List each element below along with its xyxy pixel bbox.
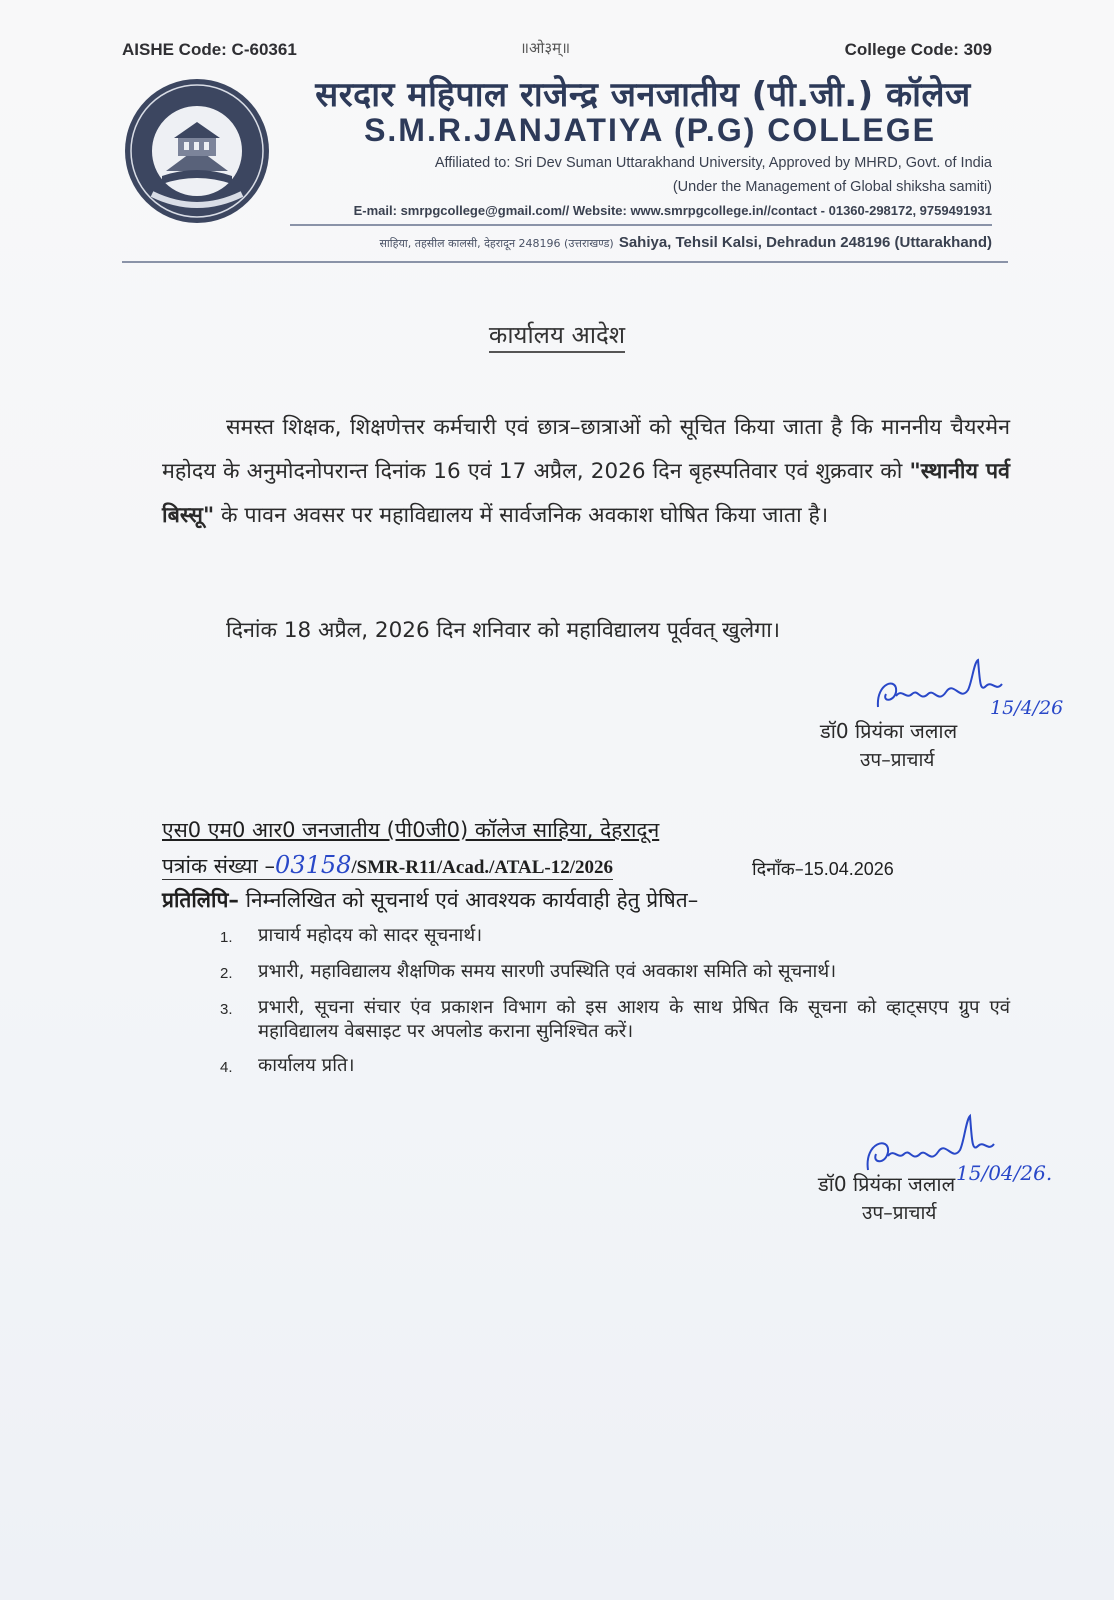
list-item xyxy=(220,1054,1010,1080)
list-number: 1. xyxy=(220,929,233,946)
order-heading-text: कार्यालय आदेश xyxy=(489,321,625,353)
order-paragraph-1 xyxy=(162,406,1010,538)
college-code: College Code: 309 xyxy=(844,40,992,59)
copy-label: प्रतिलिपि– xyxy=(162,888,239,912)
order-heading xyxy=(0,318,1114,351)
patrank-code: /SMR-R11/Acad./ATAL-12/2026 xyxy=(351,857,614,878)
reference-date xyxy=(752,857,894,881)
patrank-number: 03158 xyxy=(275,851,352,879)
college-seal-icon xyxy=(122,76,272,226)
copy-to-line xyxy=(162,886,698,914)
date-value: 15.04.2026 xyxy=(803,859,894,879)
list-text: प्रभारी, महाविद्यालय शैक्षणिक समय सारणी उपस्थिति एवं अवकाश समिति को सूचनार्थ। xyxy=(258,961,837,982)
patrank-label: पत्रांक संख्या – xyxy=(162,854,276,878)
date-label: दिनाँक– xyxy=(752,859,804,880)
signatory-name-2: डॉ0 प्रियंका जलाल xyxy=(818,1172,956,1196)
aishe-code: AISHE Code: C-60361 xyxy=(122,40,297,59)
signature-1-date: 15/4/26 xyxy=(990,697,1064,719)
om-symbol: ॥ओ३म्॥ xyxy=(520,39,571,57)
para1-end: के पावन अवसर पर महाविद्यालय में सार्वजनिक अवकाश घोषित किया जाता है। xyxy=(214,503,829,528)
list-number: 3. xyxy=(220,1001,233,1018)
header-divider-short xyxy=(290,224,992,226)
address-line xyxy=(380,232,993,251)
list-text: प्राचार्य महोदय को सादर सूचनार्थ। xyxy=(258,925,483,946)
header-divider xyxy=(122,261,1008,263)
list-item xyxy=(220,996,1010,1044)
list-text: प्रभारी, सूचना संचार एंव प्रकाशन विभाग को इस आशय के साथ प्रेषित कि सूचना को व्हाट्सएप ग्रुप एवं महाविद्यालय वेबसाइट पर अपलोड कराना सुनिश्चित करें। xyxy=(258,997,1010,1042)
signatory-title-2: उप–प्राचार्य xyxy=(862,1202,937,1224)
signatory-name-1: डॉ0 प्रियंका जलाल xyxy=(820,719,958,743)
college-name-english: S.M.R.JANJATIYA (P.G) COLLEGE xyxy=(364,112,936,148)
signatory-title-1: उप–प्राचार्य xyxy=(860,749,935,771)
address-hindi: साहिया, तहसील कालसी, देहरादून 248196 (उत्तराखण्ड) xyxy=(379,237,614,250)
list-text: कार्यालय प्रति। xyxy=(258,1055,355,1076)
contact-line: E-mail: smrpgcollege@gmail.com// Website: www.smrpgcollege.in//contact - 01360-298172, 9759491931 xyxy=(353,203,992,218)
address-english: Sahiya, Tehsil Kalsi, Dehradun 248196 (Uttarakhand) xyxy=(618,234,992,251)
list-item xyxy=(220,924,1010,950)
order-paragraph-2: दिनांक 18 अप्रैल, 2026 दिन शनिवार को महाविद्यालय पूर्ववत् खुलेगा। xyxy=(226,618,780,643)
signature-2-date: 15/04/26. xyxy=(956,1161,1053,1185)
affiliation-line: Affiliated to: Sri Dev Suman Uttarakhand University, Approved by MHRD, Govt. of India xyxy=(434,155,992,171)
management-line: (Under the Management of Global shiksha samiti) xyxy=(672,179,992,195)
list-number: 2. xyxy=(220,965,233,982)
copy-text: निम्नलिखित को सूचनार्थ एवं आवश्यक कार्यवाही हेतु प्रेषित– xyxy=(238,888,699,912)
para1-start: समस्त शिक्षक, शिक्षणेत्तर कर्मचारी एवं छात्र–छात्राओं को सूचित किया जाता है कि माननीय चैयरमेन महोदय के अनुमोदनोपरान्त दिनांक 16 एवं 17 अप्रैल, 2026 दिन बृहस्पतिवार एवं शुक्रवार को xyxy=(162,415,1010,484)
college-reference-line: एस0 एम0 आर0 जनजातीय (पी0जी0) कॉलेज साहिया, देहरादून xyxy=(162,818,660,842)
list-number: 4. xyxy=(220,1059,233,1076)
copy-list xyxy=(220,924,1010,1090)
list-item xyxy=(220,960,1010,986)
patrank-line xyxy=(162,851,613,880)
college-name-hindi: सरदार महिपाल राजेन्द्र जनजातीय (पी.जी.) कॉलेज xyxy=(315,75,971,115)
festival-name: "स्थानीय पर्व बिस्सू" xyxy=(162,459,1010,528)
